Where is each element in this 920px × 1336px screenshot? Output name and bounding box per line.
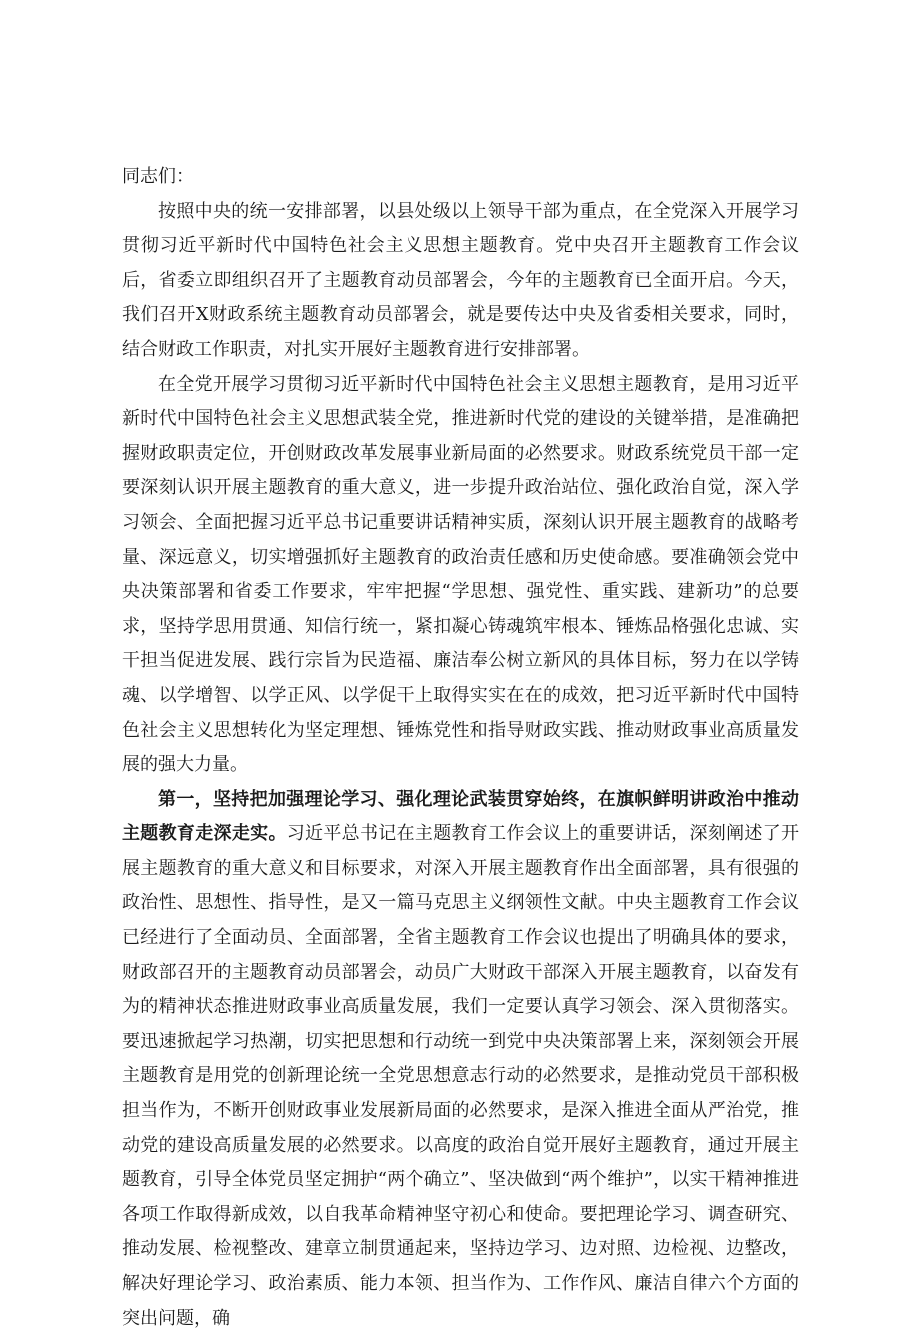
- salutation: 同志们：: [122, 166, 194, 187]
- paragraph-3-heading: 第一，坚持把加强理论学习、强化理论武装贯穿始终，在旗帜鲜明讲政治中推动主题教育走深走实。: [122, 788, 799, 845]
- paragraph-3: [122, 783, 799, 1336]
- paragraph-1: [122, 195, 799, 368]
- paragraph-2: [122, 368, 799, 783]
- paragraph-1-text: 按照中央的统一安排部署，以县处级以上领导干部为重点，在全党深入开展学习贯彻习近平新时代中国特色社会主义思想主题教育。党中央召开主题教育工作会议后，省委立即组织召开了主题教育动员部署会，今年的主题教育已全面开启。今天，我们召开X财政系统主题教育动员部署会，就是要传达中央及省委相关要求，同时，结合财政工作职责，对扎实开展好主题教育进行安排部署。: [122, 200, 799, 360]
- paragraph-3-text: 习近平总书记在主题教育工作会议上的重要讲话，深刻阐述了开展主题教育的重大意义和目标要求，对深入开展主题教育作出全面部署，具有很强的政治性、思想性、指导性，是又一篇马克思主义纲领性文献。中央主题教育工作会议已经进行了全面动员、全面部署，全省主题教育工作会议也提出了明确具体的要求，财政部召开的主题教育动员部署会，动员广大财政干部深入开展主题教育，以奋发有为的精神状态推进财政事业高质量发展，我们一定要认真学习领会、深入贯彻落实。要迅速掀起学习热潮，切实把思想和行动统一到党中央决策部署上来，深刻领会开展主题教育是用党的创新理论统一全党思想意志行动的必然要求，是推动党员干部积极担当作为，不断开创财政事业发展新局面的必然要求，是深入推进全面从严治党，推动党的建设高质量发展的必然要求。以高度的政治自觉开展好主题教育，通过开展主题教育，引导全体党员坚定拥护“两个确立”、坚决做到“两个维护”，以实干精神推进各项工作取得新成效，以自我革命精神坚守初心和使命。要把理论学习、调查研究、推动发展、检视整改、建章立制贯通起来，坚持边学习、边对照、边检视、边整改，解决好理论学习、政治素质、能力本领、担当作为、工作作风、廉洁自律六个方面的突出问题，确: [122, 823, 799, 1329]
- paragraph-2-text: 在全党开展学习贯彻习近平新时代中国特色社会主义思想主题教育，是用习近平新时代中国特色社会主义思想武装全党，推进新时代党的建设的关键举措，是准确把握财政职责定位，开创财政改革发展事业新局面的必然要求。财政系统党员干部一定要深刻认识开展主题教育的重大意义，进一步提升政治站位、强化政治自觉，深入学习领会、全面把握习近平总书记重要讲话精神实质，深刻认识开展主题教育的战略考量、深远意义，切实增强抓好主题教育的政治责任感和历史使命感。要准确领会党中央决策部署和省委工作要求，牢牢把握“学思想、强党性、重实践、建新功”的总要求，坚持学思用贯通、知信行统一，紧扣凝心铸魂筑牢根本、锤炼品格强化忠诚、实干担当促进发展、践行宗旨为民造福、廉洁奉公树立新风的具体目标，努力在以学铸魂、以学增智、以学正风、以学促干上取得实实在在的成效，把习近平新时代中国特色社会主义思想转化为坚定理想、锤炼党性和指导财政实践、推动财政事业高质量发展的强大力量。: [122, 373, 799, 776]
- document-body: [122, 160, 799, 1336]
